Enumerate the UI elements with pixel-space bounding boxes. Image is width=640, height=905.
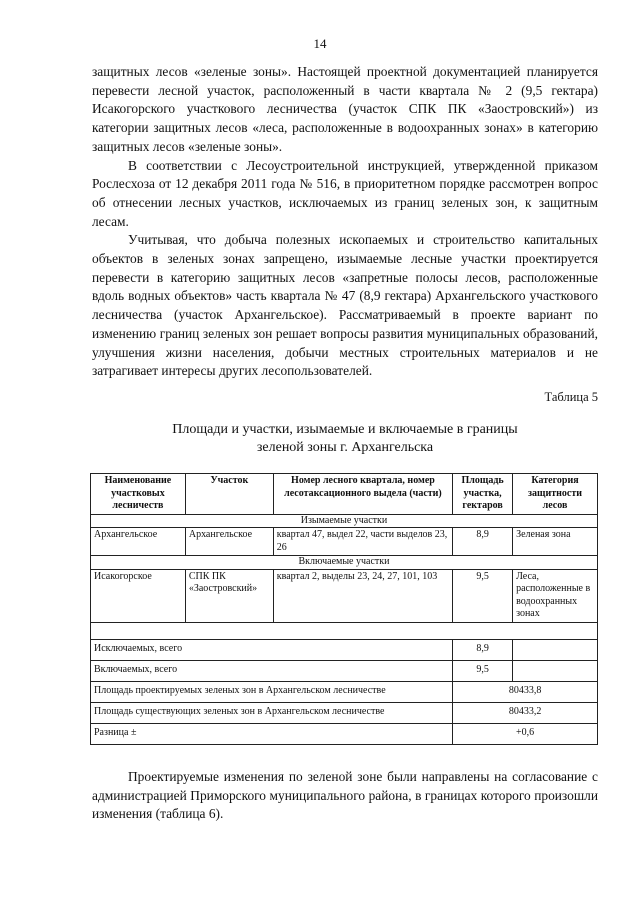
empty-cell [91,622,598,639]
paragraph-1: защитных лесов «зеленые зоны». Настоящей проектной документацией планируется перевести лесной участок, расположенный в части квартала № 2 (9,5 гектара) Исакогорского участкового лесничества (участок СПК ПК «Заостровский») из категории защитных лесов «леса, расположенные в водоохранных зонах» в категорию защитных лесов «зеленые зоны». [92,64,598,154]
closing-paragraph: Проектируемые изменения по зеленой зоне были направлены на согласование с администрацией Приморского муниципального района, в границах которого произошли изменения (таблица 6). [92,769,598,822]
cell-plot: СПК ПК «Заостровский» [185,569,273,622]
projected-area-label: Площадь проектируемых зеленых зон в Архангельском лесничестве [91,681,453,702]
section-removed-label: Изымаемые участки [91,514,598,528]
included-total-value: 9,5 [453,660,513,681]
empty-row [91,622,598,639]
section-row-added [91,556,598,570]
table-title-line-2: зеленой зоны г. Архангельска [256,440,434,455]
table-row [91,569,598,622]
area-table [90,473,598,745]
existing-area-row [91,702,598,723]
header-area: Площадь участка, гектаров [453,474,513,515]
cell-forestry: Исакогорское [91,569,186,622]
table-header-row [91,474,598,515]
included-total-row [91,660,598,681]
difference-value: +0,6 [453,723,598,744]
table-title [92,421,598,457]
header-plot: Участок [185,474,273,515]
difference-label: Разница ± [91,723,453,744]
cell-category: Зеленая зона [513,528,598,556]
section-row-removed [91,514,598,528]
body-text [92,63,598,381]
cell-plot: Архангельское [185,528,273,556]
projected-area-value: 80433,8 [453,681,598,702]
excluded-total-value: 8,9 [453,639,513,660]
projected-area-row [91,681,598,702]
excluded-total-empty [513,639,598,660]
closing-text [92,768,598,824]
paragraph-3: Учитывая, что добыча полезных ископаемых и строительство капитальных объектов в зеленых зонах запрещено, изымаемые лесные участки проектируется перевести в категорию защитных лесов «запретные полосы лесов, расположенные вдоль водных объектов» часть квартала № 47 (8,9 гектара) Архангельского участкового лесничества (участок Архангельское). Рассматриваемый в проекте вариант по изменению границ зеленых зон решает вопросы развития муниципальных образований, улучшения жизни населения, добычи местных строительных материалов и не затрагивает интересы других лесопользователей. [92,232,598,379]
cell-area: 8,9 [453,528,513,556]
page-number: 14 [313,36,327,51]
paragraph-2: В соответствии с Лесоустроительной инструкцией, утвержденной приказом Рослесхоза от 12 декабря 2011 года № 516, в приоритетном порядке рассмотрен вопрос об отнесении лесных участков, исключаемых из границ зеленых зон, к защитным лесам. [92,157,598,229]
cell-category: Леса, расположенные в водоохранных зонах [513,569,598,622]
excluded-total-row [91,639,598,660]
cell-quarter: квартал 2, выделы 23, 24, 27, 101, 103 [273,569,452,622]
table-row [91,528,598,556]
header-quarter-number: Номер лесного квартала, номер лесотаксационного выдела (части) [273,474,452,515]
header-category: Категория защитности лесов [513,474,598,515]
cell-area: 9,5 [453,569,513,622]
section-added-label: Включаемые участки [91,556,598,570]
table-label: Таблица 5 [544,390,598,404]
excluded-total-label: Исключаемых, всего [91,639,453,660]
cell-forestry: Архангельское [91,528,186,556]
included-total-empty [513,660,598,681]
included-total-label: Включаемых, всего [91,660,453,681]
header-forestry: Наименование участковых лесничеств [91,474,186,515]
difference-row [91,723,598,744]
existing-area-label: Площадь существующих зеленых зон в Архангельском лесничестве [91,702,453,723]
table-title-line-1: Площади и участки, изымаемые и включаемые в границы [172,422,518,437]
existing-area-value: 80433,2 [453,702,598,723]
cell-quarter: квартал 47, выдел 22, части выделов 23, 26 [273,528,452,556]
